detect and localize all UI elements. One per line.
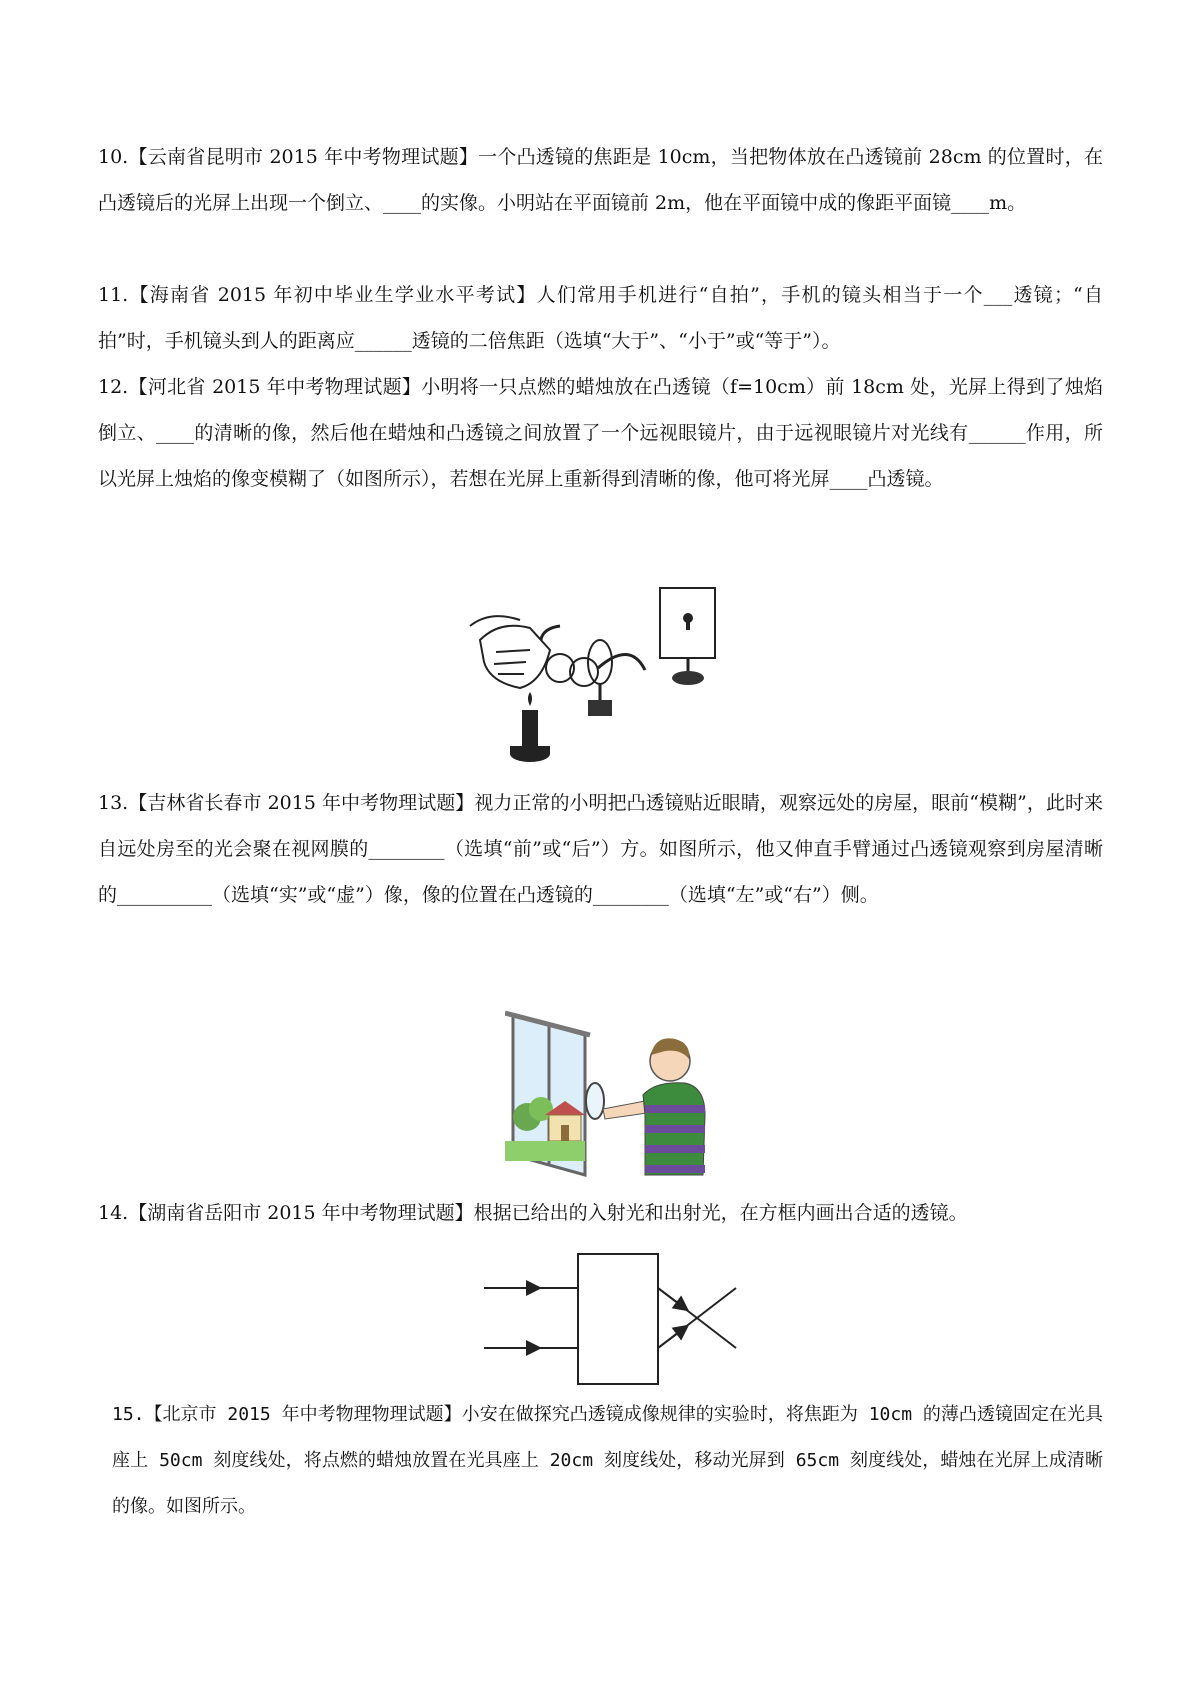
candle-lens-screen-figure	[460, 570, 740, 780]
question-12: 12.【河北省 2015 年中考物理试题】小明将一只点燃的蜡烛放在凸透镜（f=10cm）前 18cm 处，光屏上得到了烛焰倒立、____的清晰的像，然后他在蜡烛和凸透镜之间放置了一个远视眼镜片，由于远视眼镜片对光线有______作用，所以光屏上烛焰的像变模糊了（如图所示），若想在光屏上重新得到清晰的像，他可将光屏____凸透镜。	[98, 376, 1103, 490]
question-10: 10.【云南省昆明市 2015 年中考物理试题】一个凸透镜的焦距是 10cm，当把物体放在凸透镜前 28cm 的位置时，在凸透镜后的光屏上出现一个倒立、____的实像。小明站在平面镜前 2m，他在平面镜中成的像距平面镜____m。	[98, 146, 1103, 214]
question-13: 13.【吉林省长春市 2015 年中考物理试题】视力正常的小明把凸透镜贴近眼睛，观察远处的房屋，眼前“模糊”，此时来自远处房至的光会聚在视网膜的________（选填“前”或“后”）方。如图所示，他又伸直手臂通过凸透镜观察到房屋清晰的__________（选填“实”或“虚”）像，像的位置在凸透镜的________（选填“左”或“右”）侧。	[98, 792, 1103, 906]
question-14: 14.【湖南省岳阳市 2015 年中考物理试题】根据已给出的入射光和出射光，在方框内画出合适的透镜。	[98, 1202, 968, 1224]
lens-box-ray-diagram	[480, 1250, 740, 1390]
question-11: 11.【海南省 2015 年初中毕业生学业水平考试】人们常用手机进行“自拍”，手机的镜头相当于一个___透镜；“自拍”时，手机镜头到人的距离应______透镜的二倍焦距（选填“大于”、“小于”或“等于”）。	[98, 284, 1103, 352]
boy-with-lens-figure	[505, 1005, 720, 1180]
question-15: 15.【北京市 2015 年中考物理物理试题】小安在做探究凸透镜成像规律的实验时，将焦距为 10cm 的薄凸透镜固定在光具座上 50cm 刻度线处，将点燃的蜡烛放置在光具座上 20cm 刻度线处，移动光屏到 65cm 刻度线处，蜡烛在光屏上成清晰的像。如图所示。	[112, 1404, 1103, 1517]
